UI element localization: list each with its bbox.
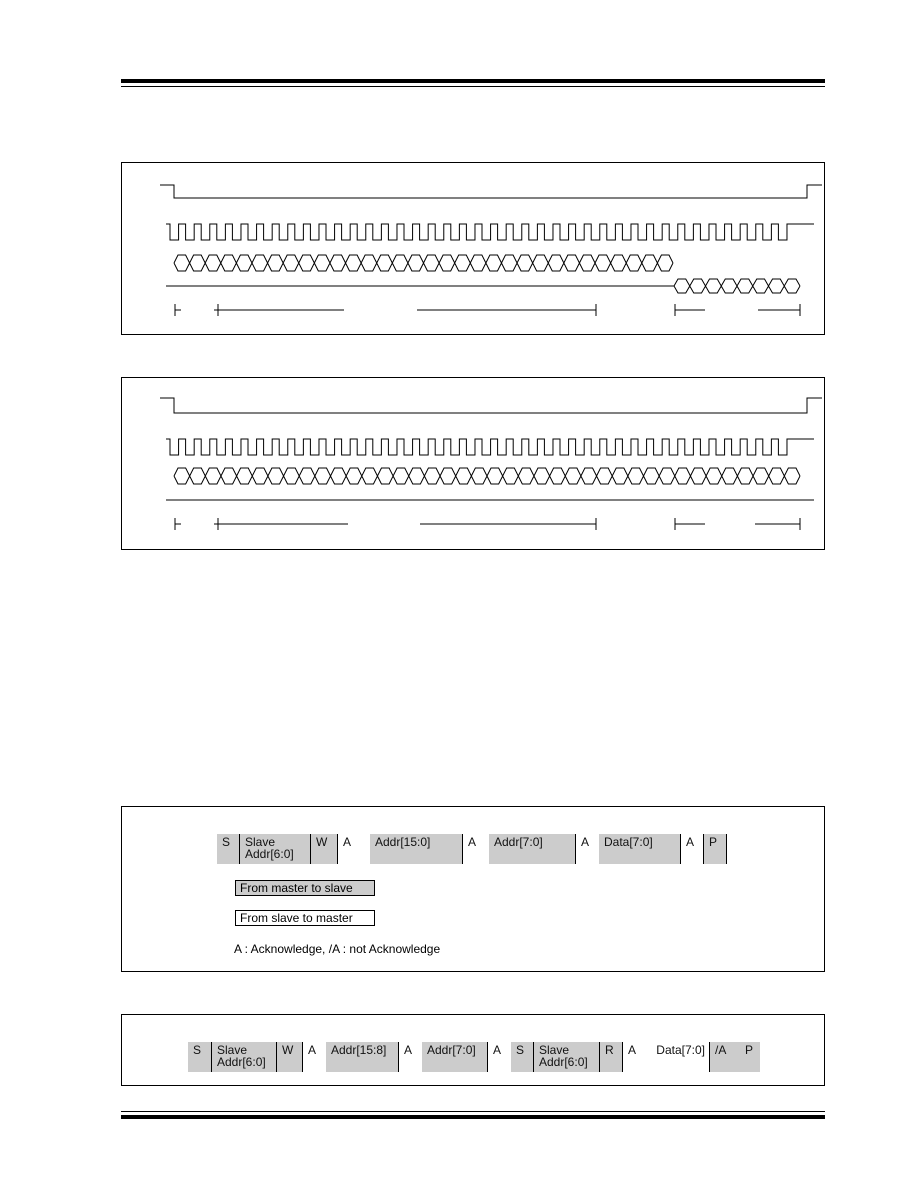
read-sequence-box — [121, 1014, 825, 1086]
frame-cell-slave-address: Slave Addr[6:0] — [212, 1042, 277, 1072]
acknowledge-note: A : Acknowledge, /A : not Acknowledge — [234, 942, 441, 956]
timing-diagram-read-waveforms — [122, 378, 826, 551]
chip-select-waveform — [160, 185, 822, 198]
frame-cell-repeated-start: S — [511, 1042, 534, 1072]
frame-cell-address-high: Addr[15:0] — [370, 834, 463, 864]
footer-rule-thick — [121, 1115, 825, 1119]
timing-markers — [175, 304, 800, 316]
legend-slave-to-master: From slave to master — [235, 910, 375, 926]
frame-cell-not-ack: /A — [710, 1042, 740, 1072]
frame-cell-write-bit: W — [311, 834, 338, 864]
header-rule-thin — [121, 86, 825, 87]
data-in-waveform — [174, 468, 800, 484]
frame-cell-address-high: Addr[15:8] — [326, 1042, 399, 1072]
frame-cell-data: Data[7:0] — [646, 1042, 710, 1072]
clock-waveform — [166, 224, 814, 240]
frame-cell-ack: A — [488, 1042, 511, 1072]
legend-master-to-slave: From master to slave — [235, 880, 375, 896]
timing-diagram-read — [121, 377, 825, 550]
write-sequence-box — [121, 806, 825, 972]
data-in-waveform — [174, 255, 673, 271]
frame-cell-ack: A — [463, 834, 489, 864]
frame-cell-start: S — [217, 834, 240, 864]
header-rule-thick — [121, 79, 825, 83]
frame-cell-ack: A — [623, 1042, 646, 1072]
frame-cell-ack: A — [338, 834, 370, 864]
footer-rule-thin — [121, 1111, 825, 1112]
timing-diagram-write-waveforms — [122, 163, 826, 336]
frame-cell-ack: A — [681, 834, 704, 864]
timing-diagram-write — [121, 162, 825, 335]
frame-cell-ack: A — [303, 1042, 326, 1072]
frame-cell-address-low: Addr[7:0] — [489, 834, 576, 864]
frame-cell-write-bit: W — [277, 1042, 303, 1072]
frame-cell-slave-address: Slave Addr[6:0] — [240, 834, 311, 864]
frame-cell-stop: P — [740, 1042, 760, 1072]
frame-cell-slave-address: Slave Addr[6:0] — [534, 1042, 600, 1072]
frame-cell-ack: A — [399, 1042, 422, 1072]
frame-cell-start: S — [188, 1042, 212, 1072]
frame-cell-data: Data[7:0] — [599, 834, 681, 864]
frame-cell-stop: P — [704, 834, 727, 864]
frame-cell-ack: A — [576, 834, 599, 864]
chip-select-waveform — [160, 398, 822, 413]
clock-waveform — [166, 439, 814, 455]
frame-cell-address-low: Addr[7:0] — [422, 1042, 488, 1072]
frame-cell-read-bit: R — [600, 1042, 623, 1072]
timing-markers — [175, 518, 800, 530]
data-out-bits-waveform — [674, 279, 800, 293]
